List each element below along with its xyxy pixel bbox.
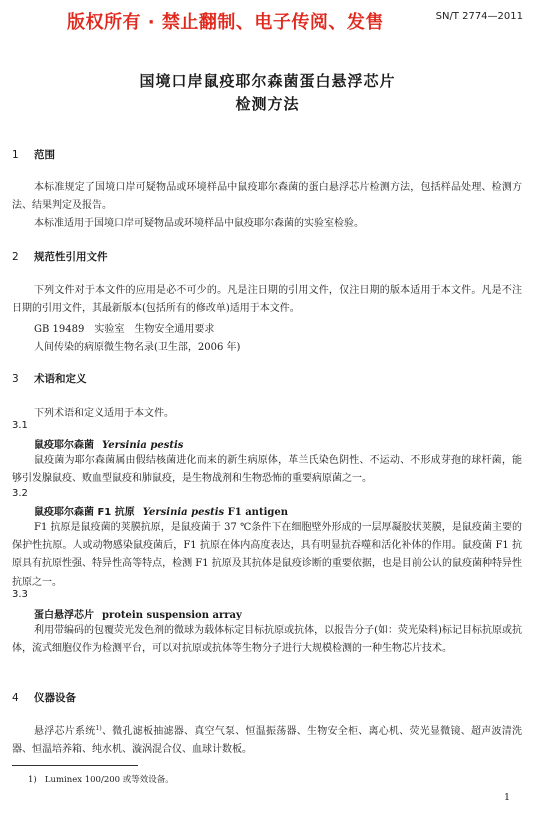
- section-title: 术语和定义: [34, 373, 87, 385]
- section-number: 4: [12, 692, 19, 704]
- section-title: 范围: [34, 149, 55, 161]
- section-number: 1: [12, 149, 19, 161]
- term-heading: [34, 436, 183, 451]
- term-english: protein suspension array: [102, 610, 242, 621]
- term-definition: 利用带编码的包覆荧光发色剂的微球为载体标定目标抗原或抗体，以报告分子(如：荧光染料)标记目标抗原或抗体，流式细胞仪作为检测平台，可以对抗原或抗体等生物分子进行大规模检测的一种生物芯片技术。: [12, 625, 522, 655]
- term-definition: 鼠疫菌为耶尔森菌属由假结核菌进化而来的新生病原体，革兰氏染色阴性、不运动、不形成芽孢的球杆菌，能够引发腺鼠疫、败血型鼠疫和肺鼠疫，是生物战剂和生物恐怖的重要病原菌之一。: [12, 455, 522, 485]
- footnote-mark: 1): [28, 775, 37, 785]
- term-english: F1 antigen: [227, 507, 288, 518]
- scope-paragraph-1: 本标准规定了国境口岸可疑物品或环境样品中鼠疫耶尔森菌的蛋白悬浮芯片检测方法，包括样品处理、检测方法、结果判定及报告。: [12, 182, 522, 212]
- section-heading-scope: [12, 147, 55, 162]
- clause-number: 3.1: [12, 420, 28, 431]
- section-title: 规范性引用文件: [34, 251, 108, 263]
- term-definition: F1 抗原是鼠疫菌的荚膜抗原，是鼠疫菌于 37 ℃条件下在细胞壁外形成的一层厚凝胶状荚膜，是鼠疫菌主要的保护性抗原。人或动物感染鼠疫菌后，F1 抗原在体内高度表达，具有明显抗吞噬和活化补体的作用。鼠疫菌 F1 抗原具有抗原性强、特异性高等特点，检测 F1 抗原及其抗体是鼠疫诊断的重要依据，也是目前公认的鼠疫菌种特异性抗原之一。: [12, 522, 522, 588]
- term-chinese: 蛋白悬浮芯片: [34, 610, 94, 621]
- footnote-reference[interactable]: 1): [95, 725, 102, 732]
- footnote: [28, 773, 174, 785]
- term-heading: [34, 503, 288, 518]
- term-english: Yersinia pestis: [102, 440, 184, 451]
- term-chinese: 鼠疫耶尔森菌: [34, 440, 94, 451]
- reference-gb19489: GB 19489 实验室 生物安全通用要求: [34, 324, 215, 335]
- scope-paragraph-2: 本标准适用于国境口岸可疑物品或环境样品中鼠疫耶尔森菌的实验室检验。: [34, 218, 364, 229]
- section-number: 2: [12, 251, 19, 263]
- section-title: 仪器设备: [34, 692, 76, 704]
- copyright-watermark: 版权所有 · 禁止翻制、电子传阅、发售: [67, 12, 384, 33]
- normative-paragraph: 下列文件对于本文件的应用是必不可少的。凡是注日期的引用文件，仅注日期的版本适用于本文件。凡是不注日期的引用文件，其最新版本(包括所有的修改单)适用于本文件。: [12, 285, 522, 315]
- equipment-paragraph: [12, 720, 522, 759]
- section-heading-normative: [12, 249, 108, 264]
- equipment-text-start: 悬浮芯片系统: [34, 726, 96, 737]
- equipment-text-rest: 、微孔滤板抽滤器、真空气泵、恒温振荡器、生物安全柜、离心机、荧光显微镜、超声波清洗器、恒温培养箱、纯水机、漩涡混合仪、血球计数板。: [12, 726, 523, 756]
- section-heading-terms: [12, 371, 87, 386]
- terms-intro: 下列术语和定义适用于本文件。: [34, 408, 174, 419]
- page-number: 1: [504, 792, 511, 803]
- footnote-divider: [12, 765, 138, 766]
- document-subtitle: 检测方法: [235, 95, 300, 113]
- term-heading: [34, 606, 242, 621]
- section-number: 3: [12, 373, 19, 385]
- term-english-italic: Yersinia pestis: [142, 507, 225, 518]
- reference-pathogen-list: 人间传染的病原微生物名录(卫生部，2006 年): [34, 342, 241, 353]
- clause-number: 3.3: [12, 589, 28, 600]
- footnote-text: Luminex 100/200 或等效设备。: [44, 775, 174, 785]
- document-title: 国境口岸鼠疫耶尔森菌蛋白悬浮芯片: [139, 72, 396, 90]
- section-heading-equipment: [12, 690, 76, 705]
- term-chinese: 鼠疫耶尔森菌 F1 抗原: [34, 507, 135, 518]
- clause-number: 3.2: [12, 488, 28, 499]
- standard-code: SN/T 2774—2011: [435, 11, 523, 22]
